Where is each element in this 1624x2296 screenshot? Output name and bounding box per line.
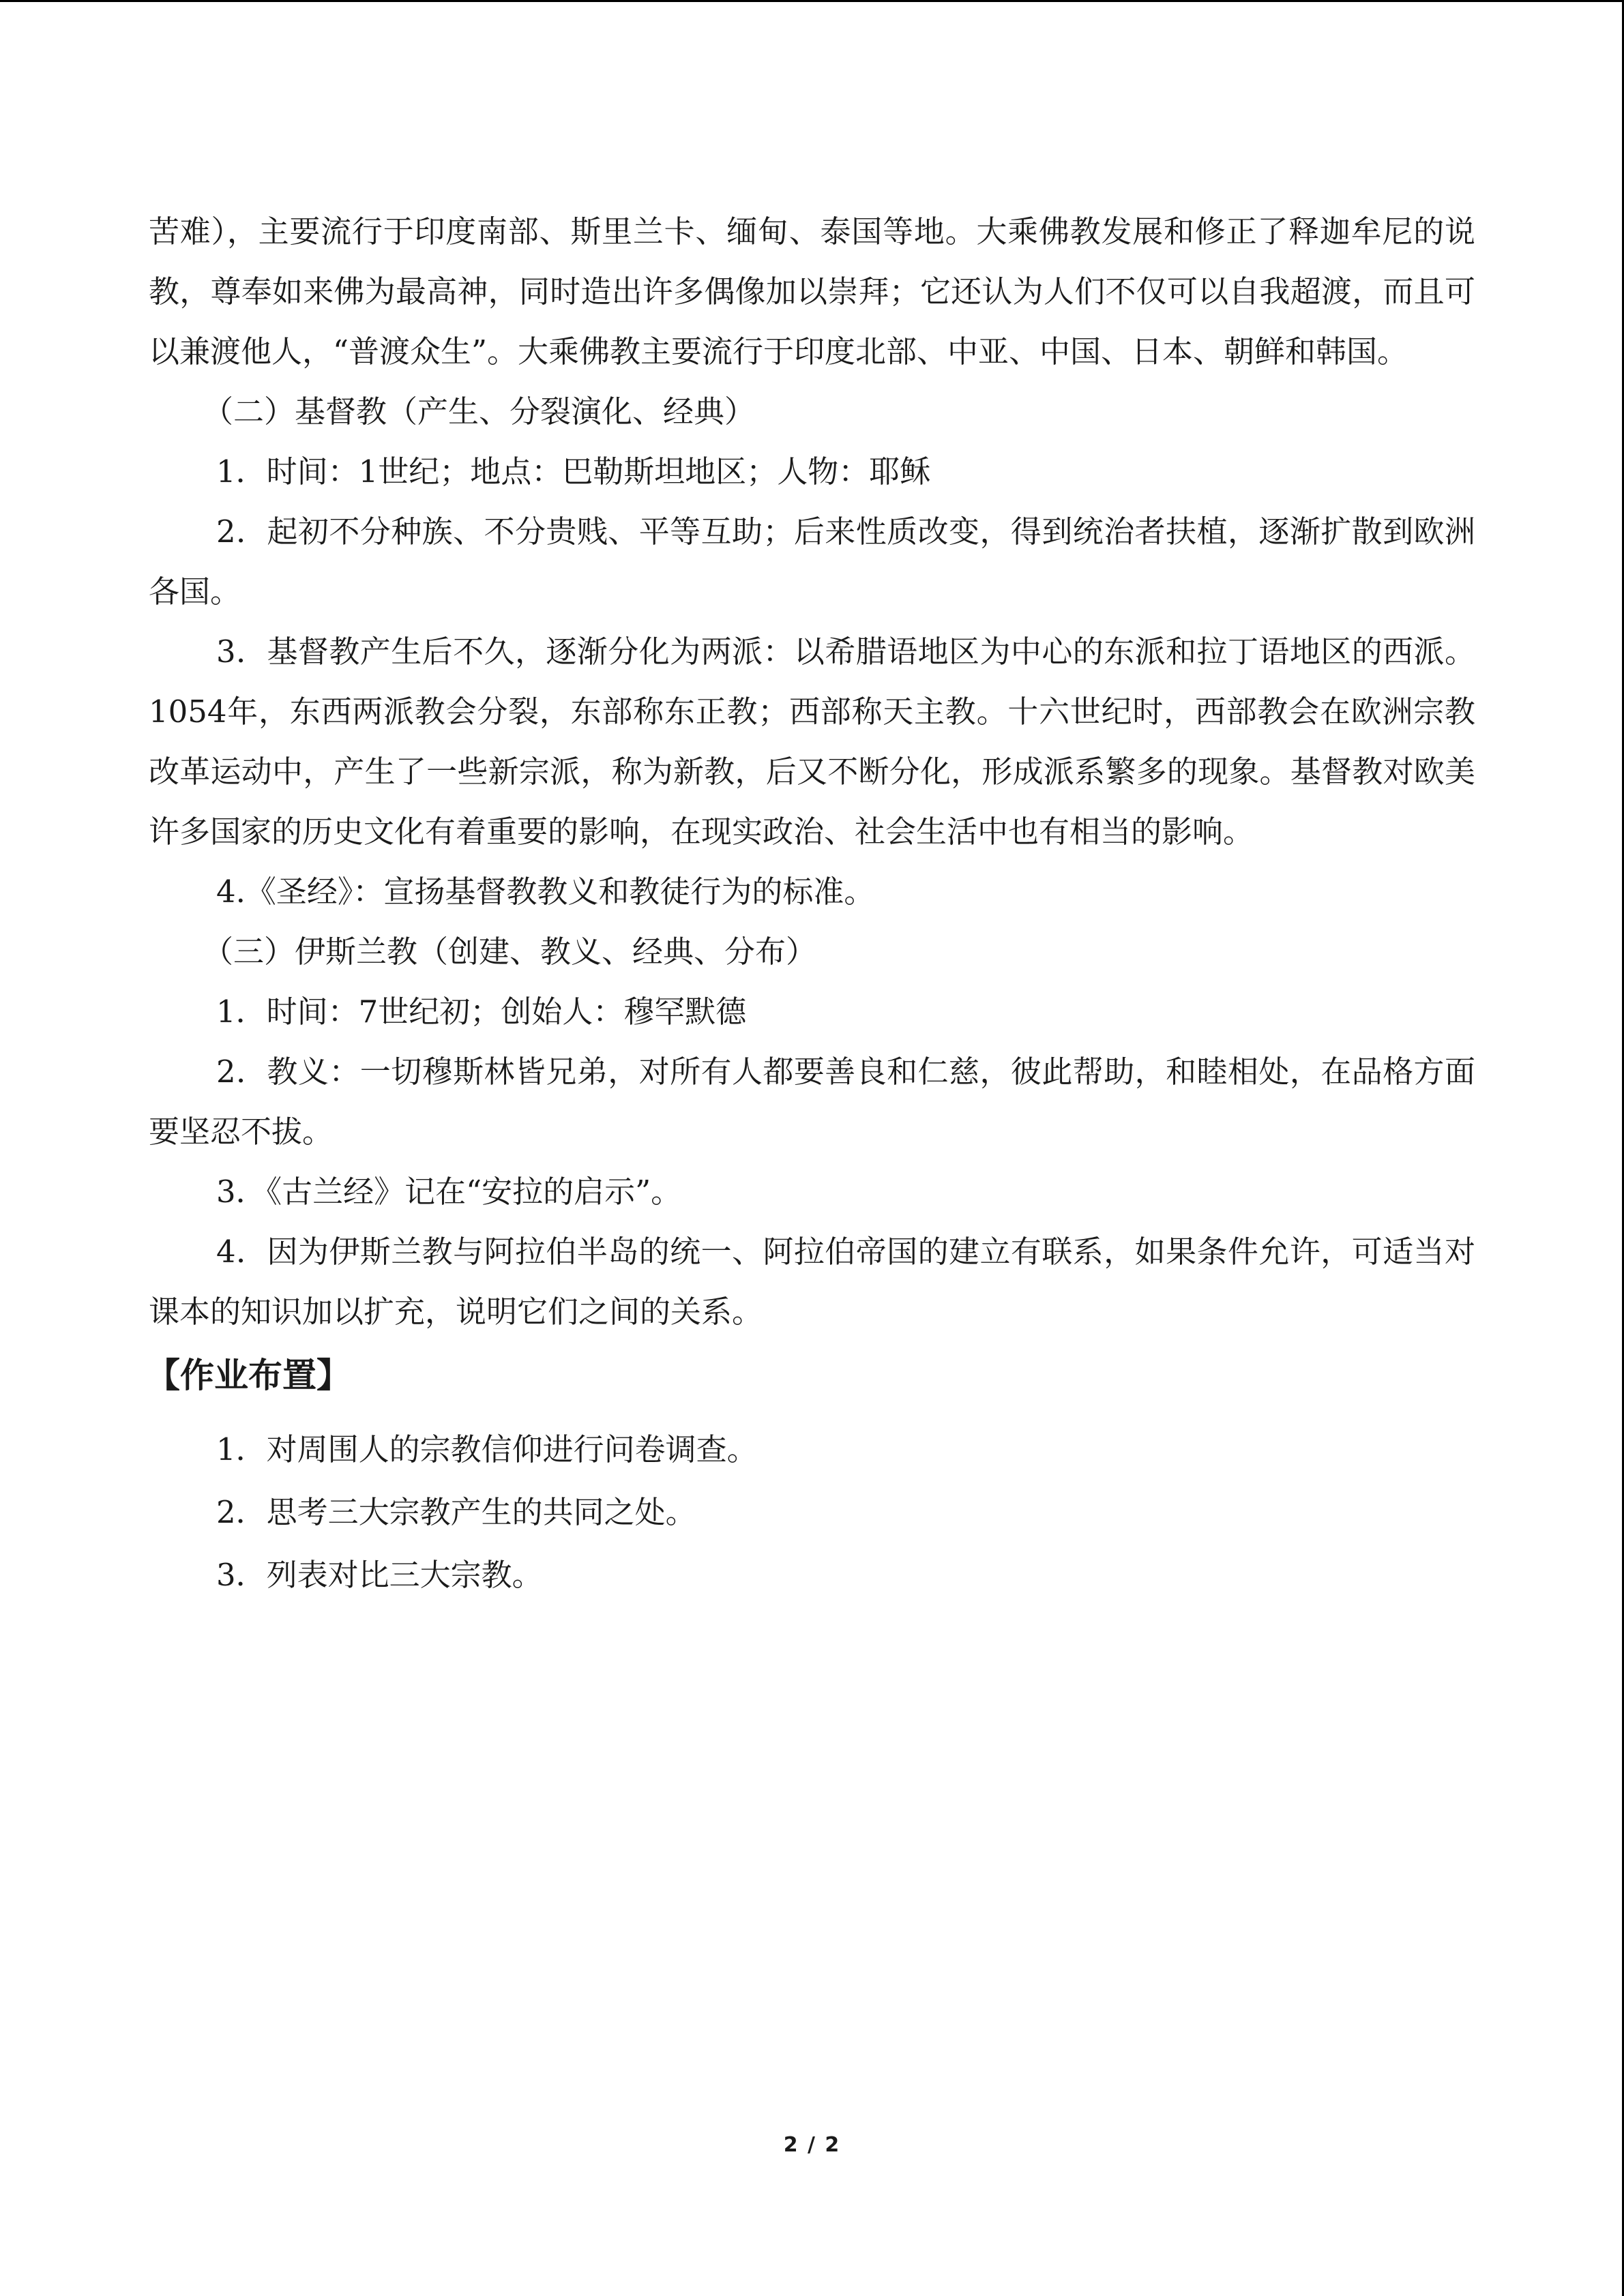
christianity-item-4: 4.《圣经》：宣扬基督教教义和教徒行为的标准。 xyxy=(216,874,875,910)
heading-islam: （三）伊斯兰教（创建、教义、经典、分布） xyxy=(203,934,817,970)
homework-item-3: 3．列表对比三大宗教。 xyxy=(216,1557,543,1593)
islam-item-3: 3．《古兰经》记在“安拉的启示”。 xyxy=(216,1174,682,1210)
islam-item-4: 4．因为伊斯兰教与阿拉伯半岛的统一、阿拉伯帝国的建立有联系，如果条件允许，可适当对课本的知识加以扩充，说明它们之间的关系。 xyxy=(149,1234,1475,1330)
document-body xyxy=(146,202,1475,1607)
page-top-border xyxy=(0,0,1624,2)
paragraph-buddhism-continued: 苦难），主要流行于印度南部、斯里兰卡、缅甸、泰国等地。大乘佛教发展和修正了释迦牟尼的说教，尊奉如来佛为最高神，同时造出许多偶像加以崇拜；它还认为人们不仅可以自我超渡，而且可以兼渡他人，“普渡众生”。大乘佛教主要流行于印度北部、中亚、中国、日本、朝鲜和韩国。 xyxy=(149,213,1475,370)
christianity-item-2: 2．起初不分种族、不分贵贱、平等互助；后来性质改变，得到统治者扶植，逐渐扩散到欧洲各国。 xyxy=(149,513,1475,610)
homework-item-2: 2．思考三大宗教产生的共同之处。 xyxy=(216,1494,696,1530)
islam-item-2: 2．教义：一切穆斯林皆兄弟，对所有人都要善良和仁慈，彼此帮助，和睦相处，在品格方面要坚忍不拔。 xyxy=(149,1054,1475,1150)
islam-item-1: 1．时间：7世纪初；创始人：穆罕默德 xyxy=(216,994,747,1030)
homework-heading: 【作业布置】 xyxy=(146,1356,351,1395)
christianity-item-3: 3．基督教产生后不久，逐渐分化为两派：以希腊语地区为中心的东派和拉丁语地区的西派。1054年，东西两派教会分裂，东部称东正教；西部称天主教。十六世纪时，西部教会在欧洲宗教改革运动中，产生了一些新宗派，称为新教，后又不断分化，形成派系繁多的现象。基督教对欧美许多国家的历史文化有着重要的影响，在现实政治、社会生活中也有相当的影响。 xyxy=(149,633,1475,850)
homework-item-1: 1．对周围人的宗教信仰进行问卷调查。 xyxy=(216,1431,758,1467)
christianity-item-1: 1．时间：1世纪；地点：巴勒斯坦地区；人物：耶稣 xyxy=(216,453,931,490)
page-number: 2 / 2 xyxy=(783,2133,841,2157)
heading-christianity: （二）基督教（产生、分裂演化、经典） xyxy=(203,393,756,430)
